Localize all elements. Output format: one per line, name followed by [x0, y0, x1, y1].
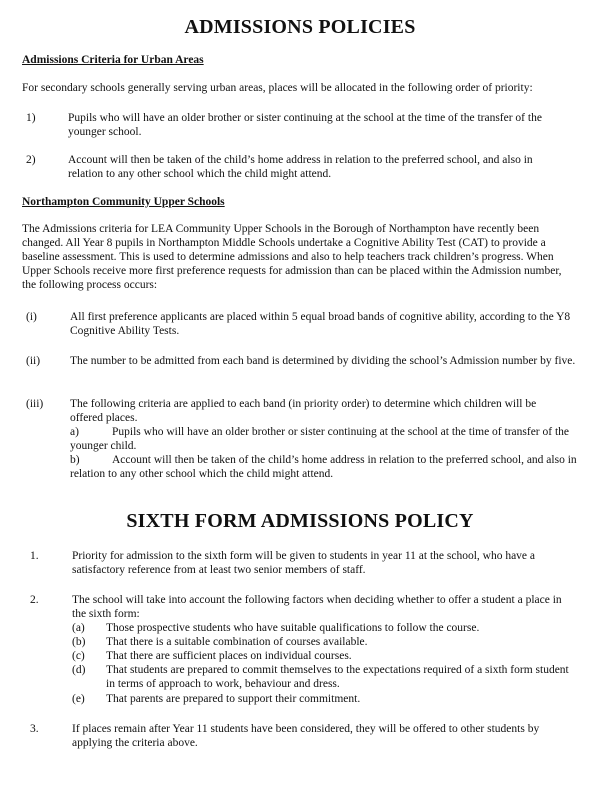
roman-sub-item-text: Pupils who will have an older brother or sister continuing at the school at the time of transfer of the younger child.: [70, 426, 570, 452]
factor-label: (a): [72, 622, 85, 634]
roman-item-text: The following criteria are applied to each band (in priority order) to determine which children will be offered places.: [70, 398, 537, 424]
roman-sub-item-label: b): [70, 454, 80, 466]
urban-item-text: Account will then be taken of the child’s home address in relation to the preferred school, and also in relation to any other school which the child might attend.: [68, 154, 533, 180]
roman-item-number: (ii): [26, 355, 41, 367]
urban-item-text: Pupils who will have an older brother or sister continuing at the school at the time of the transfer of the younger school.: [68, 112, 542, 138]
urban-item-number: 1): [26, 112, 36, 124]
page-title: ADMISSIONS POLICIES: [184, 16, 416, 38]
factor-label: (d): [72, 664, 86, 676]
factor-label: (c): [72, 650, 85, 662]
roman-sub-item: [70, 425, 580, 453]
sixth-form-factor: [72, 692, 572, 706]
roman-item-number: (i): [26, 311, 37, 323]
sixth-form-item-text: If places remain after Year 11 students have been considered, they will be offered to other students by applying the criteria above.: [72, 723, 540, 749]
factor-text: That there are sufficient places on individual courses.: [106, 650, 352, 662]
roman-item-text: All first preference applicants are placed within 5 equal broad bands of cognitive ability, according to the Y8 Cognitive Ability Tests.: [70, 311, 571, 337]
roman-sub-item: [70, 453, 580, 481]
sixth-form-factor: [72, 663, 572, 691]
urban-areas-heading: Admissions Criteria for Urban Areas: [22, 54, 204, 66]
factor-text: That parents are prepared to support their commitment.: [106, 693, 361, 705]
factor-label: (b): [72, 636, 86, 648]
roman-sub-item-text: Account will then be taken of the child’s home address in relation to the preferred school, and also in relation to any other school which the child might attend.: [70, 454, 577, 480]
sixth-form-factor: [72, 621, 572, 635]
sixth-form-factor: [72, 635, 572, 649]
sixth-form-title: SIXTH FORM ADMISSIONS POLICY: [126, 510, 474, 532]
factor-label: (e): [72, 693, 85, 705]
roman-sub-item-label: a): [70, 426, 79, 438]
northampton-heading: Northampton Community Upper Schools: [22, 196, 225, 208]
urban-intro-paragraph: For secondary schools generally serving urban areas, places will be allocated in the following order of priority:: [22, 82, 533, 94]
urban-item-number: 2): [26, 154, 36, 166]
sixth-form-item-text: Priority for admission to the sixth form will be given to students in year 11 at the school, who have a satisfactory reference from at least two senior members of staff.: [72, 550, 536, 576]
roman-item-number: (iii): [26, 398, 44, 410]
roman-item-text: The number to be admitted from each band is determined by dividing the school’s Admission number by five.: [70, 355, 576, 367]
sixth-form-item-number: 2.: [30, 594, 39, 606]
factor-text: That there is a suitable combination of courses available.: [106, 636, 368, 648]
sixth-form-item-number: 1.: [30, 550, 39, 562]
northampton-paragraph: The Admissions criteria for LEA Community Upper Schools in the Borough of Northampton have recently been changed. All Year 8 pupils in Northampton Middle Schools undertake a Cognitive Ability Test (CAT) to provide a baseline assessment. This is used to determine admissions and also to help teachers track children’s progress. When Upper Schools receive more first preference requests for admission than can be placed within the Admission number, the following process occurs:: [22, 223, 562, 291]
sixth-form-item-number: 3.: [30, 723, 39, 735]
sixth-form-factor: [72, 649, 572, 663]
sixth-form-item-text: The school will take into account the following factors when deciding whether to offer a student a place in the sixth form:: [72, 594, 562, 620]
factor-text: Those prospective students who have suitable qualifications to follow the course.: [106, 622, 480, 634]
factor-text: That students are prepared to commit themselves to the expectations required of a sixth form student in terms of approach to work, behaviour and dress.: [106, 664, 569, 690]
